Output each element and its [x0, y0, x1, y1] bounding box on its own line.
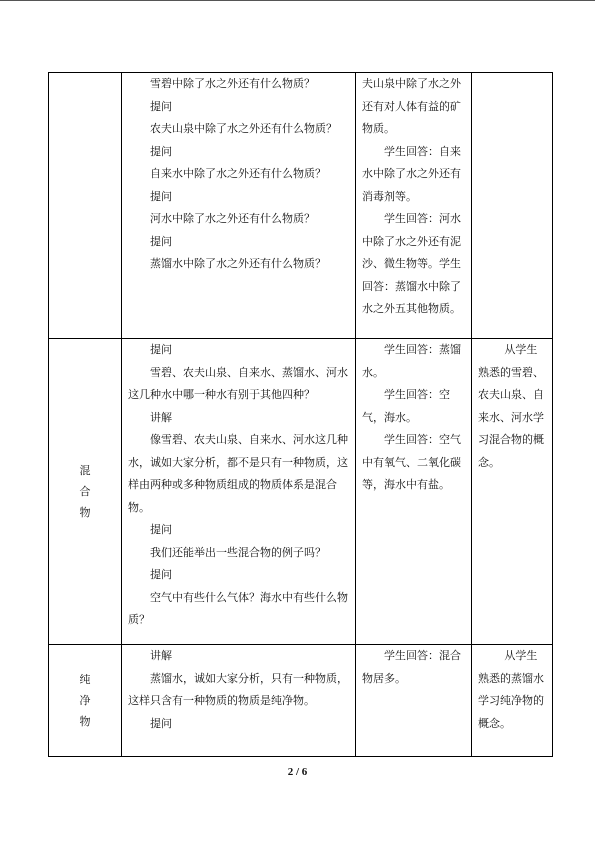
paragraph: 蒸馏水，诚如大家分析，只有一种物质，这样只含有一种物质的物质是纯净物。	[128, 671, 348, 707]
paragraph: 夫山泉中除了水之外还有对人体有益的矿物质。	[362, 77, 461, 135]
topic-character: 净	[79, 694, 91, 707]
teacher-activity-cell	[122, 73, 356, 339]
teacher-activity-cell	[122, 645, 356, 757]
paragraph: 雪碧、农夫山泉、自来水、蒸馏水、河水这几种水中哪一种水有别于其他四种？	[128, 365, 348, 401]
paragraph: 从学生熟悉的蒸馏水学习纯净物的概念。	[478, 649, 544, 730]
topic-character: 纯	[79, 673, 91, 686]
paragraph: 提问	[150, 716, 172, 730]
topic-character: 混	[79, 464, 91, 477]
paragraph: 提问	[150, 568, 172, 581]
topic-character: 物	[79, 506, 91, 519]
design-intent-cell	[472, 645, 553, 757]
paragraph: 学生回答：空气中有氧气、二氧化碳等，海水中有盐。	[362, 433, 461, 491]
lesson-plan-table	[48, 72, 553, 757]
paragraph: 提问	[150, 189, 172, 203]
paragraph: 自来水中除了水之外还有什么物质？	[150, 167, 326, 180]
paragraph: 学生回答：自来水中除了水之外还有消毒剂等。	[362, 144, 461, 203]
teacher-activity-cell	[122, 339, 356, 645]
paragraph: 讲解	[150, 410, 172, 424]
paragraph: 学生回答：空气，海水。	[362, 388, 450, 424]
topic-cell	[49, 339, 122, 645]
paragraph: 农夫山泉中除了水之外还有什么物质？	[150, 122, 337, 135]
student-activity-cell	[356, 339, 472, 645]
header-rule	[0, 0, 595, 1]
paragraph: 学生回答：蒸馏水。	[362, 343, 461, 379]
topic-cell	[49, 73, 122, 339]
paragraph: 提问	[150, 144, 172, 158]
design-intent-cell	[472, 339, 553, 645]
student-activity-cell	[356, 73, 472, 339]
topic-character: 物	[79, 715, 91, 728]
paragraph: 学生回答：河水中除了水之外还有泥沙、微生物等。学生回答：蒸馏水中除了水之外五其他物质。	[362, 212, 461, 315]
design-intent-cell	[472, 73, 553, 339]
paragraph: 提问	[150, 523, 172, 536]
paragraph: 空气中有些什么气体？海水中有些什么物质？	[128, 590, 348, 626]
topic-character: 合	[79, 485, 91, 498]
table-row	[49, 339, 553, 645]
paragraph: 我们还能举出一些混合物的例子吗？	[150, 545, 326, 559]
paragraph: 学生回答：混合物居多。	[362, 649, 461, 685]
paragraph: 从学生熟悉的雪碧、农夫山泉、自来水、河水学习混合物的概念。	[478, 343, 544, 469]
paragraph: 河水中除了水之外还有什么物质？	[150, 212, 315, 225]
student-activity-cell	[356, 645, 472, 757]
paragraph: 讲解	[150, 649, 172, 662]
paragraph: 提问	[150, 234, 172, 248]
table-row	[49, 645, 553, 757]
paragraph: 像雪碧、农夫山泉、自来水、河水这几种水，诚如大家分析，都不是只有一种物质，这样由两种或多种物质组成的物质体系是混合物。	[128, 433, 348, 514]
paragraph: 提问	[150, 343, 172, 356]
paragraph: 雪碧中除了水之外还有什么物质？	[150, 77, 315, 90]
table-row	[49, 73, 553, 339]
paragraph: 提问	[150, 99, 172, 113]
page-number: 2 / 6	[287, 766, 308, 778]
paragraph: 蒸馏水中除了水之外还有什么物质？	[150, 257, 326, 270]
topic-cell	[49, 645, 122, 757]
